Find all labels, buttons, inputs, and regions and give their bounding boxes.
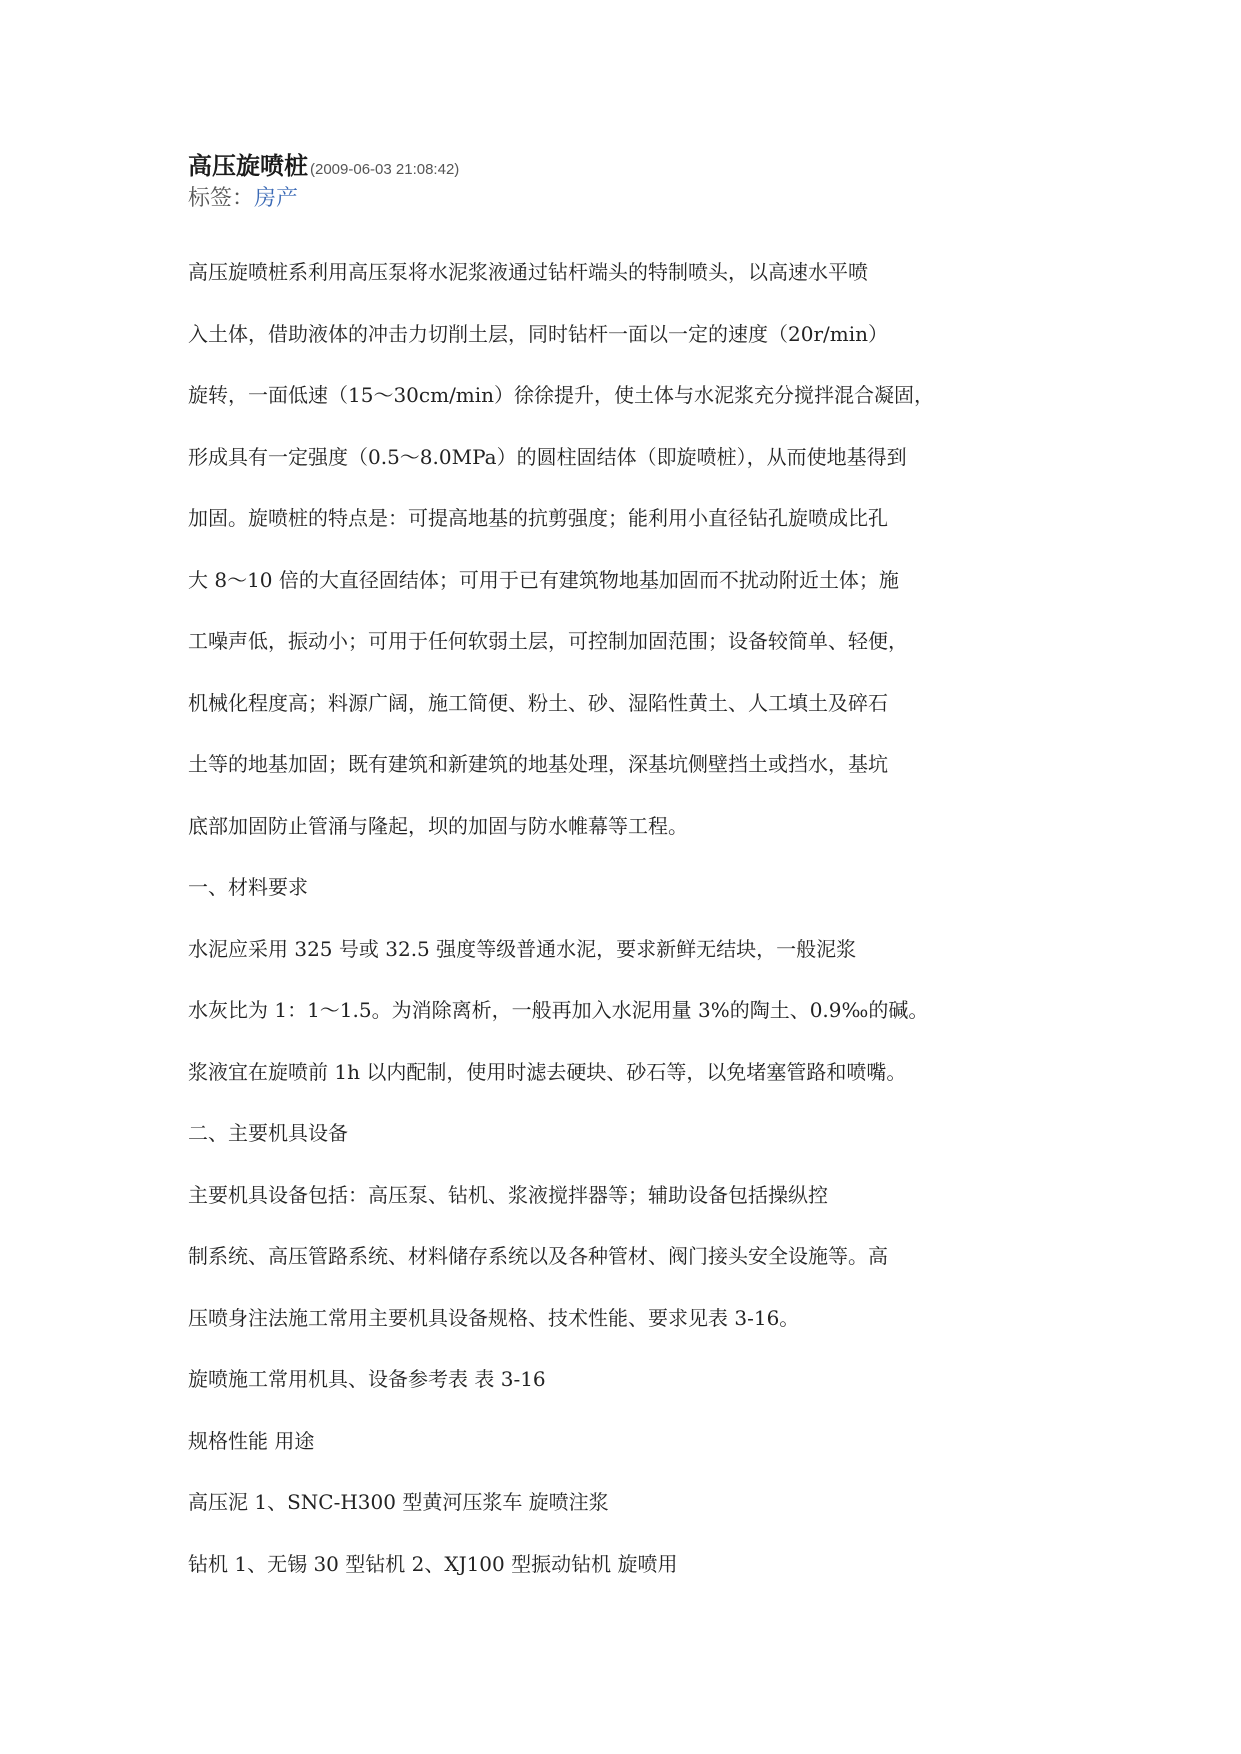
body-line: 主要机具设备包括：高压泵、钻机、浆液搅拌器等；辅助设备包括操纵控	[188, 1182, 828, 1207]
tag-label: 标签：	[188, 186, 255, 211]
table-caption: 旋喷施工常用机具、设备参考表 表 3-16	[188, 1367, 546, 1391]
body-line: 机械化程度高；料源广阔，施工简便、粉土、砂、湿陷性黄土、人工填土及碎石	[188, 690, 888, 715]
body-line: 大 8～10 倍的大直径固结体；可用于已有建筑物地基加固而不扰动附近土体；施	[188, 567, 899, 592]
title-line	[188, 150, 1088, 182]
tag-link-real-estate[interactable]: 房产	[254, 186, 299, 211]
table-row-line: 钻机 1、无锡 30 型钻机 2、XJ100 型振动钻机 旋喷用	[188, 1551, 678, 1576]
body-line: 工噪声低，振动小；可用于任何软弱土层，可控制加固范围；设备较简单、轻便，	[188, 629, 908, 653]
body-line: 压喷身注法施工常用主要机具设备规格、技术性能、要求见表 3-16。	[188, 1305, 800, 1330]
body-line: 加固。旋喷桩的特点是：可提高地基的抗剪强度；能利用小直径钻孔旋喷成比孔	[188, 506, 888, 530]
post-timestamp: (2009-06-03 21:08:42)	[310, 161, 460, 178]
body-line: 制系统、高压管路系统、材料储存系统以及各种管材、阀门接头安全设施等。高	[188, 1244, 888, 1268]
section-heading: 二、主要机具设备	[188, 1121, 348, 1145]
body-line: 旋转，一面低速（15～30cm/min）徐徐提升，使土体与水泥浆充分搅拌混合凝固，	[188, 383, 935, 407]
body-line: 浆液宜在旋喷前 1h 以内配制，使用时滤去硬块、砂石等，以免堵塞管路和喷嘴。	[188, 1059, 907, 1084]
body-line: 形成具有一定强度（0.5～8.0MPa）的圆柱固结体（即旋喷桩），从而使地基得到	[188, 444, 907, 469]
body-line: 土等的地基加固；既有建筑和新建筑的地基处理，深基坑侧壁挡土或挡水，基坑	[188, 752, 888, 776]
body-line: 水泥应采用 325 号或 32.5 强度等级普通水泥，要求新鲜无结块，一般泥浆	[188, 936, 857, 961]
table-header-line: 规格性能 用途	[188, 1428, 315, 1453]
body-line: 水灰比为 1：1～1.5。为消除离析，一般再加入水泥用量 3%的陶土、0.9‰的碱。	[188, 998, 929, 1022]
article-body	[188, 257, 1068, 1610]
article-title: 高压旋喷桩	[188, 151, 308, 180]
section-heading: 一、材料要求	[188, 875, 308, 899]
tag-line	[188, 182, 1088, 216]
article-header	[188, 150, 1088, 216]
table-row-line: 高压泥 1、SNC-H300 型黄河压浆车 旋喷注浆	[188, 1490, 609, 1514]
body-line: 高压旋喷桩系利用高压泵将水泥浆液通过钻杆端头的特制喷头，以高速水平喷	[188, 260, 868, 284]
body-line: 入土体，借助液体的冲击力切削土层，同时钻杆一面以一定的速度（20r/min）	[188, 321, 888, 346]
body-line: 底部加固防止管涌与隆起，坝的加固与防水帷幕等工程。	[188, 813, 688, 838]
